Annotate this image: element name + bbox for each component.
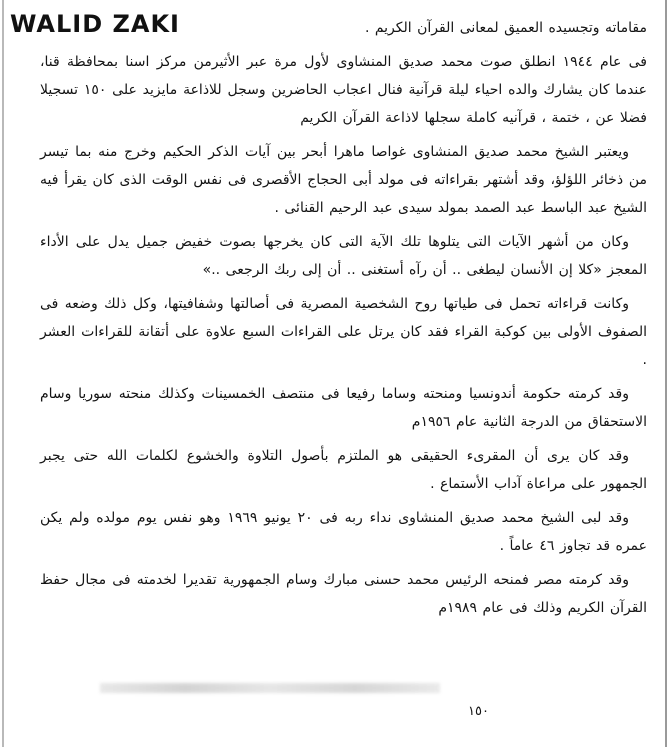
paragraph-6: وقد كرمته حكومة أندونسيا ومنحته وساما رفيعا فى منتصف الخمسينات وكذلك منحته سوريا وسام الاستحقاق من الدرجة الثانية عام ١٩٥٦م bbox=[40, 386, 647, 430]
watermark-text: WALID ZAKI bbox=[10, 10, 180, 38]
article-body bbox=[40, 14, 647, 628]
paragraph-1: مقاماته وتجسيده العميق لمعانى القرآن الكريم . bbox=[364, 20, 647, 36]
page-border-right bbox=[665, 0, 667, 747]
paragraph-7: وقد كان يرى أن المقرىء الحقيقى هو الملتزم بأصول التلاوة والخشوع لكلمات الله حتى يجبر الجمهور على مراعاة آداب الأستماع . bbox=[40, 448, 647, 492]
scan-blur-strip bbox=[100, 683, 440, 693]
page-border-left bbox=[2, 0, 4, 747]
paragraph-4: وكان من أشهر الآيات التى يتلوها تلك الآية التى كان يخرجها بصوت خفيض جميل يدل على الأداء المعجز «كلا إن الأنسان ليطغى .. أن رآه أستغنى .. أن إلى ربك الرجعى ..» bbox=[40, 234, 647, 278]
paragraph-5: وكانت قراءاته تحمل فى طياتها روح الشخصية المصرية فى أصالتها وشفافيتها، وكل ذلك وضعه فى الصفوف الأولى بين كوكبة القراء فقد كان يرتل على القراءات السبع علاوة على أتقانة للقراءات العشر . bbox=[40, 296, 647, 368]
paragraph-3: ويعتبر الشيخ محمد صديق المنشاوى غواصا ماهرا أبحر بين آيات الذكر الحكيم وخرج منه بما تيسر من ذخائر اللؤلؤ، وقد أشتهر بقراءاته فى مولد أبى الحجاج الأقصرى فى نفس الوقت الذى كان يقرأ فيه الشيخ عبد الباسط عبد الصمد بمولد سيدى عبد الرحيم القنائى . bbox=[40, 144, 647, 216]
page-number: ١٥٠ bbox=[468, 704, 489, 719]
paragraph-2: فى عام ١٩٤٤ انطلق صوت محمد صديق المنشاوى لأول مرة عبر الأثيرمن مركز اسنا بمحافظة قنا، عندما كان يشارك والده احياء ليلة قرآنية فنال اعجاب الحاضرين وسجل للاذاعة مايزيد على ١٥٠ تسجيلا فضلا عن ، ختمة ، قرآنيه كاملة سجلها لاذاعة القرآن الكريم bbox=[40, 54, 647, 126]
paragraph-8: وقد لبى الشيخ محمد صديق المنشاوى نداء ربه فى ٢٠ يونيو ١٩٦٩ وهو نفس يوم مولده ولم يكن عمره قد تجاوز ٤٦ عاماً . bbox=[40, 510, 647, 554]
paragraph-9: وقد كرمته مصر فمنحه الرئيس محمد حسنى مبارك وسام الجمهورية تقديرا لخدمته فى مجال حفظ القرآن الكريم وذلك فى عام ١٩٨٩م bbox=[40, 572, 647, 616]
